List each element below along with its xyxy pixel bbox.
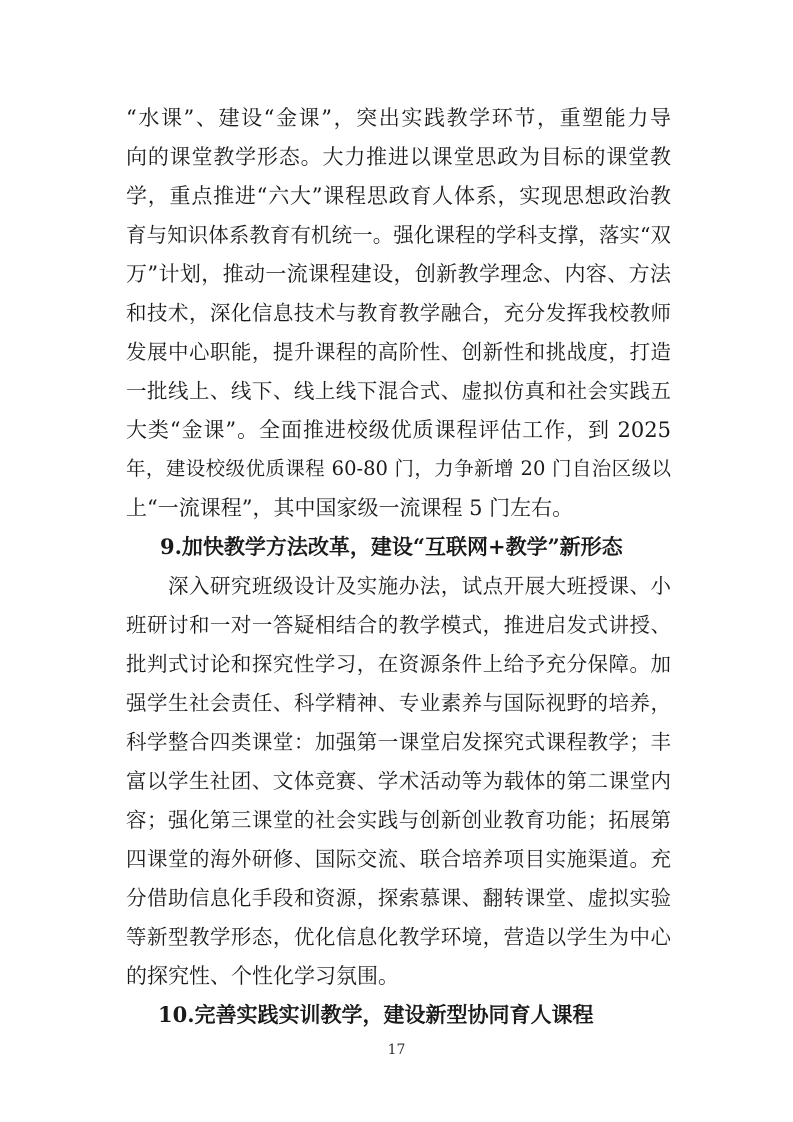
- text-line: 育与知识体系教育有机统一。强化课程的学科支撑，落实“双: [126, 223, 671, 247]
- text-line: 深入研究班级设计及实施办法，试点开展大班授课、小: [168, 574, 671, 598]
- text-line: 班研讨和一对一答疑相结合的教学模式，推进启发式讲授、: [126, 613, 671, 637]
- section-heading-9: 9.加快教学方法改革，建设“互联网+教学”新形态: [160, 534, 623, 559]
- text-line: 发展中心职能，提升课程的高阶性、创新性和挑战度，打造: [126, 340, 671, 364]
- text-line: 批判式讨论和探究性学习，在资源条件上给予充分保障。加: [126, 652, 671, 676]
- text-line: 上“一流课程”，其中国家级一流课程 5 门左右。: [126, 496, 574, 520]
- text-line: 向的课堂教学形态。大力推进以课堂思政为目标的课堂教: [126, 145, 671, 169]
- text-line: 容；强化第三课堂的社会实践与创新创业教育功能；拓展第: [126, 808, 671, 832]
- section-heading-10: 10.完善实践实训教学，建设新型协同育人课程: [158, 1002, 594, 1027]
- text-line: 的探究性、个性化学习氛围。: [126, 964, 399, 988]
- text-line: 和技术，深化信息技术与教育教学融合，充分发挥我校教师: [126, 301, 671, 325]
- text-line: 强学生社会责任、科学精神、专业素养与国际视野的培养，: [126, 691, 671, 715]
- text-line: 富以学生社团、文体竞赛、学术活动等为载体的第二课堂内: [126, 769, 671, 793]
- text-line: 一批线上、线下、线上线下混合式、虚拟仿真和社会实践五: [126, 379, 671, 403]
- text-line: 年，建设校级优质课程 60-80 门，力争新增 20 门自治区级以: [126, 457, 671, 480]
- text-line: 大类“金课”。全面推进校级优质课程评估工作，到 2025: [126, 418, 671, 442]
- text-line: 科学整合四类课堂：加强第一课堂启发探究式课程教学；丰: [126, 730, 671, 754]
- text-line: 学，重点推进“六大”课程思政育人体系，实现思想政治教: [126, 184, 671, 208]
- page-number: 17: [387, 1042, 406, 1058]
- text-line: 分借助信息化手段和资源，探索慕课、翻转课堂、虚拟实验: [126, 886, 671, 910]
- text-line: 等新型教学形态，优化信息化教学环境，营造以学生为中心: [126, 925, 671, 949]
- text-line: “水课”、建设“金课”，突出实践教学环节，重塑能力导: [126, 106, 671, 130]
- text-line: 万”计划，推动一流课程建设，创新教学理念、内容、方法: [126, 262, 671, 286]
- text-line: 四课堂的海外研修、国际交流、联合培养项目实施渠道。充: [126, 847, 671, 871]
